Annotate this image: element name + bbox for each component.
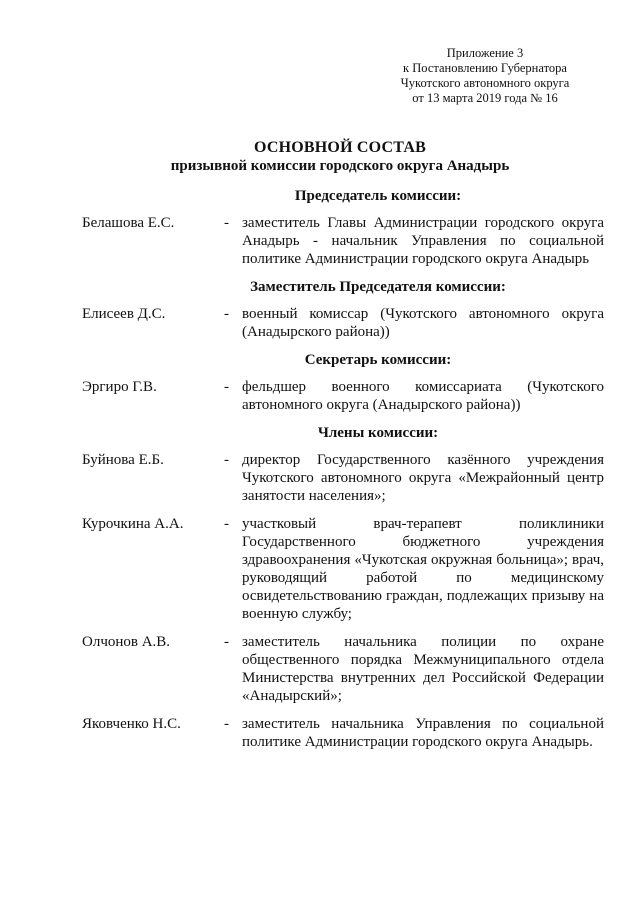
member-dash: - bbox=[224, 516, 229, 532]
member-row bbox=[82, 715, 604, 751]
member-row bbox=[82, 633, 604, 705]
title-sub: призывной комиссии городского округа Анадырь bbox=[170, 158, 510, 174]
member-name: Буйнова Е.Б. bbox=[82, 452, 164, 468]
member-dash: - bbox=[224, 716, 229, 732]
member-name: Яковченко Н.С. bbox=[82, 716, 181, 732]
member-dash: - bbox=[224, 215, 229, 231]
member-name: Эргиро Г.В. bbox=[82, 379, 157, 395]
section-chairman bbox=[82, 187, 604, 268]
member-dash: - bbox=[224, 452, 229, 468]
member-name: Елисеев Д.С. bbox=[82, 306, 166, 322]
member-name: Олчонов А.В. bbox=[82, 634, 171, 650]
section-heading: Председатель комиссии: bbox=[294, 188, 462, 204]
section-heading: Заместитель Председателя комиссии: bbox=[250, 279, 506, 295]
member-position: заместитель Главы Администрации городского округа Анадырь - начальник Управления по социальной политике Администрации городского округа Анадырь bbox=[242, 215, 604, 267]
member-row bbox=[82, 451, 604, 505]
member-name: Курочкина А.А. bbox=[82, 516, 184, 532]
appendix-line: к Постановлению Губернатора bbox=[403, 61, 567, 75]
member-row bbox=[82, 305, 604, 341]
member-position: заместитель начальника полиции по охране общественного порядка Межмуниципального отдела Министерства внутренних дел Российской Федерации «Анадырский»; bbox=[242, 634, 604, 704]
appendix-line: Приложение 3 bbox=[446, 46, 524, 60]
member-dash: - bbox=[224, 379, 229, 395]
member-position: военный комиссар (Чукотского автономного округа (Анадырского района)) bbox=[242, 306, 604, 340]
section-secretary bbox=[82, 351, 604, 414]
section-deputy-chairman bbox=[82, 278, 604, 341]
member-position: директор Государственного казённого учреждения Чукотского автономного округа «Межрайонный центр занятости населения»; bbox=[242, 452, 604, 504]
member-position: участковый врач-терапевт поликлиники Государственного бюджетного учреждения здравоохранения «Чукотская окружная больница»; врач, руководящий работой по медицинскому освидетельствованию граждан, подлежащих призыву на военную службу; bbox=[242, 516, 604, 622]
title-main: ОСНОВНОЙ СОСТАВ bbox=[254, 139, 426, 156]
member-dash: - bbox=[224, 306, 229, 322]
member-name: Белашова Е.С. bbox=[82, 215, 175, 231]
member-dash: - bbox=[224, 634, 229, 650]
member-row bbox=[82, 515, 604, 623]
section-heading: Секретарь комиссии: bbox=[304, 352, 452, 368]
member-position: заместитель начальника Управления по социальной политике Администрации городского округа Анадырь. bbox=[242, 716, 604, 750]
section-heading: Члены комиссии: bbox=[317, 425, 439, 441]
appendix-header bbox=[380, 46, 590, 106]
member-row bbox=[82, 378, 604, 414]
appendix-line: от 13 марта 2019 года № 16 bbox=[412, 91, 558, 105]
member-row bbox=[82, 214, 604, 268]
section-members bbox=[82, 424, 604, 751]
document-title bbox=[60, 139, 620, 175]
commission-list bbox=[82, 187, 604, 761]
member-position: фельдшер военного комиссариата (Чукотского автономного округа (Анадырского района)) bbox=[242, 379, 604, 413]
appendix-line: Чукотского автономного округа bbox=[400, 76, 570, 90]
